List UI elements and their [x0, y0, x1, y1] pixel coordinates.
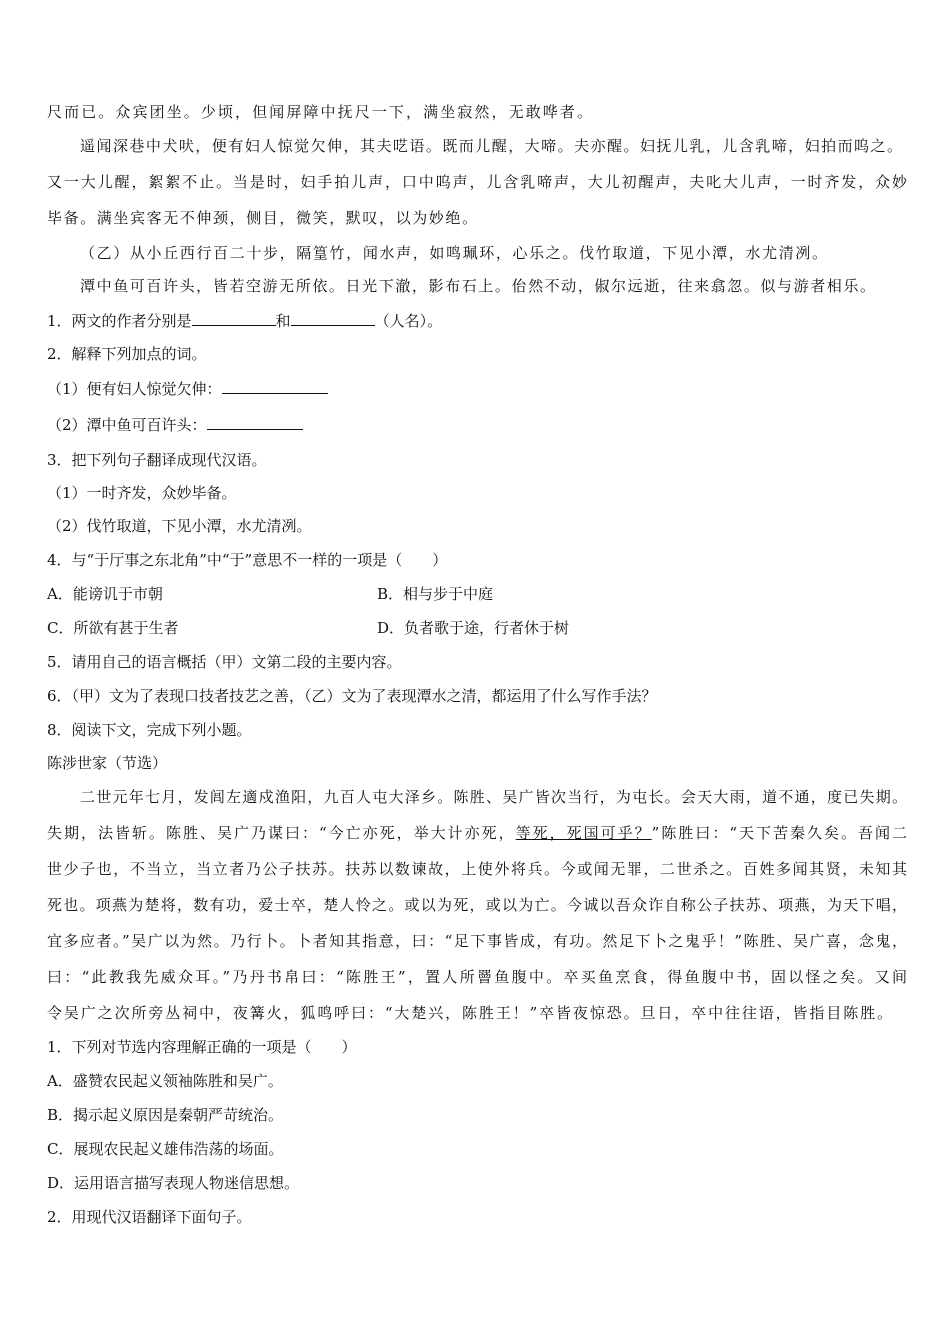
option-4b[interactable]: B．相与步于中庭 — [377, 585, 494, 603]
chen-line-2-pre: 失期，法皆斩。陈胜、吴广乃谋曰：“今亡亦死，举大计亦死， — [47, 824, 516, 842]
question-1-mid: 和 — [275, 312, 291, 330]
question-3-item-1: （1）一时齐发，众妙毕备。 — [47, 484, 237, 502]
answer-blank-2-2[interactable] — [207, 414, 303, 430]
question-1-prefix: 1．两文的作者分别是 — [47, 312, 192, 330]
question-2-title: 2．解释下列加点的词。 — [47, 345, 207, 363]
question-5: 5．请用自己的语言概括（甲）文第二段的主要内容。 — [47, 653, 402, 671]
chen-line-2 — [47, 823, 907, 843]
option-s1c[interactable]: C．展现农民起义雄伟浩荡的场面。 — [47, 1140, 284, 1158]
passage-title: 陈涉世家（节选） — [47, 754, 168, 772]
option-4c[interactable]: C．所欲有甚于生者 — [47, 619, 179, 637]
question-2-item-1 — [47, 378, 907, 399]
chen-line-2-post: ”陈胜曰：“天下苦秦久矣。吾闻二 — [651, 824, 907, 842]
option-s1d[interactable]: D．运用语言描写表现人物迷信思想。 — [47, 1174, 300, 1192]
option-s1a[interactable]: A．盛赞农民起义领袖陈胜和吴广。 — [47, 1072, 283, 1090]
option-4d[interactable]: D．负者歌于途，行者休于树 — [377, 619, 570, 637]
chen-line-1: 二世元年七月，发闾左適戍渔阳，九百人屯大泽乡。陈胜、吴广皆次当行，为屯长。会天大雨，道不通，度已失期。 — [80, 788, 907, 806]
answer-blank-author-1[interactable] — [192, 310, 276, 326]
passage-b-line-2: 潭中鱼可百许头，皆若空游无所依。日光下澈，影布石上。佁然不动，俶尔远逝，往来翕忽。似与游者相乐。 — [80, 277, 875, 295]
question-3-title: 3．把下列句子翻译成现代汉语。 — [47, 451, 267, 469]
question-1-suffix: （人名）。 — [374, 312, 443, 330]
question-6: 6．（甲）文为了表现口技者技艺之善，（乙）文为了表现潭水之清，都运用了什么写作手法？ — [47, 687, 657, 705]
question-1 — [47, 310, 907, 331]
question-2-item-1-label: （1）便有妇人惊觉欠伸： — [47, 380, 222, 398]
chen-line-3: 世少子也，不当立，当立者乃公子扶苏。扶苏以数谏故，上使外将兵。今或闻无罪，二世杀之。百姓多闻其贤，未知其 — [47, 860, 907, 878]
chen-line-6: 曰：“此教我先威众耳。”乃丹书帛曰：“陈胜王”，置人所罾鱼腹中。卒买鱼烹食，得鱼腹中书，固以怪之矣。又间 — [47, 968, 907, 986]
sub-question-2: 2．用现代汉语翻译下面句子。 — [47, 1208, 252, 1226]
answer-blank-2-1[interactable] — [222, 378, 328, 394]
question-4-row-2 — [47, 618, 907, 638]
question-2-item-2-label: （2）潭中鱼可百许头： — [47, 416, 207, 434]
question-2-item-2 — [47, 414, 907, 435]
passage-a-line-3: 又一大儿醒，絮絮不止。当是时，妇手拍儿声，口中呜声，儿含乳啼声，大儿初醒声，夫叱大儿声，一时齐发，众妙 — [47, 173, 907, 191]
option-4a[interactable]: A．能谤讥于市朝 — [47, 585, 163, 603]
question-8: 8．阅读下文，完成下列小题。 — [47, 721, 252, 739]
question-4-title: 4．与“于厅事之东北角”中“于”意思不一样的一项是（ ） — [47, 551, 448, 569]
answer-blank-author-2[interactable] — [291, 310, 375, 326]
underlined-sentence: 等死，死国可乎？ — [515, 824, 652, 842]
question-3-item-2: （2）伐竹取道，下见小潭，水尤清冽。 — [47, 517, 312, 535]
passage-a-line-1: 尺而已。众宾团坐。少顷，但闻屏障中抚尺一下，满坐寂然，无敢哗者。 — [47, 103, 592, 121]
sub-question-1-title: 1．下列对节选内容理解正确的一项是（ ） — [47, 1038, 357, 1056]
chen-line-4: 死也。项燕为楚将，数有功，爱士卒，楚人怜之。或以为死，或以为亡。今诚以吾众诈自称公子扶苏、项燕，为天下唱， — [47, 896, 907, 914]
option-s1b[interactable]: B．揭示起义原因是秦朝严苛统治。 — [47, 1106, 284, 1124]
passage-b-line-1: （乙）从小丘西行百二十步，隔篁竹，闻水声，如鸣珮环，心乐之。伐竹取道，下见小潭，水尤清冽。 — [80, 244, 827, 262]
passage-a-line-2: 遥闻深巷中犬吠，便有妇人惊觉欠伸，其夫呓语。既而儿醒，大啼。夫亦醒。妇抚儿乳，儿含乳啼，妇拍而呜之。 — [80, 137, 902, 155]
passage-a-line-4: 毕备。满坐宾客无不伸颈，侧目，微笑，默叹，以为妙绝。 — [47, 209, 477, 227]
chen-line-5: 宜多应者。”吴广以为然。乃行卜。卜者知其指意，曰：“足下事皆成，有功。然足下卜之鬼乎！”陈胜、吴广喜，念鬼， — [47, 932, 907, 950]
question-4-row-1 — [47, 584, 907, 604]
chen-line-7: 令吴广之次所旁丛祠中，夜篝火，狐鸣呼曰：“大楚兴，陈胜王！”卒皆夜惊恐。旦日，卒中往往语，皆指目陈胜。 — [47, 1004, 892, 1022]
